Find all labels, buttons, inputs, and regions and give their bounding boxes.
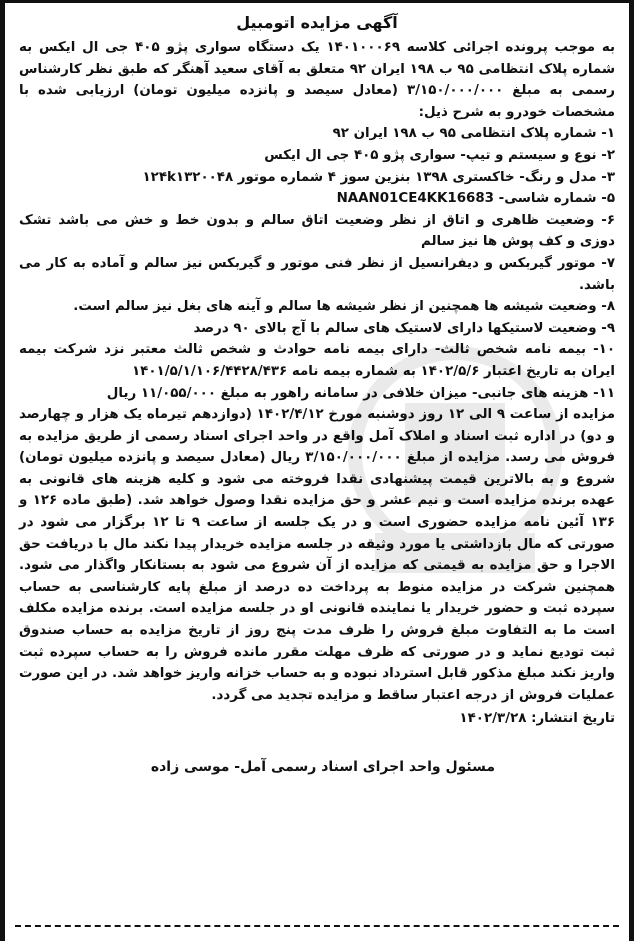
vehicle-specs-list — [19, 123, 615, 404]
spec-item-plate: ۱- شماره پلاک انتظامی ۹۵ ب ۱۹۸ ایران ۹۲ — [332, 126, 615, 142]
spec-item-fines: ۱۱- هزینه های جانبی- میزان خلافی در سامانه راهور به مبلغ ۱۱/۰۵۵/۰۰۰ ریال — [106, 385, 615, 401]
intro-paragraph: به موجب پرونده اجرائی کلاسه ۱۴۰۱۰۰۰۶۹ یک دستگاه سواری پژو ۴۰۵ جی ال ایکس به شماره پلاک انتظامی ۹۵ ب ۱۹۸ ایران ۹۲ متعلق به آقای سعید آهنگر که طبق نظر کارشناس رسمی به مبلغ ۳/۱۵۰/۰۰۰/۰۰۰ (معادل سیصد و پانزده میلیون تومان) ارزیابی شده با مشخصات خودرو به شرح ذیل: — [19, 40, 615, 120]
spec-item-chassis: ۵- شماره شاسی- NAAN01CE4KK16683 — [336, 191, 615, 207]
signature-line: مسئول واحد اجرای اسناد رسمی آمل- موسی زاده — [150, 759, 495, 775]
bottom-dashed-divider — [15, 925, 619, 927]
spec-item-type: ۲- نوع و سیستم و تیپ- سواری پژو ۴۰۵ جی ال ایکس — [264, 147, 615, 163]
auction-terms-paragraph: مزایده از ساعت ۹ الی ۱۲ روز دوشنبه مورخ ۱۴۰۲/۴/۱۲ (دوازدهم تیرماه یک هزار و چهارصد و دو) در اداره ثبت اسناد و املاک آمل واقع در واحد اجرای اسناد رسمی از طریق مزایده به فروش می رسد. مزایده از مبلغ ۳/۱۵۰/۰۰۰/۰۰۰ ریال (معادل سیصد و پانزده میلیون تومان) شروع و به بالاترین قیمت پیشنهادی نقدا فروخته می شود و کلیه هزینه های قانونی به عهده برنده مزایده است و نیم عشر و حق مزایده نقدا وصول خواهد شد. (طبق ماده ۱۲۶ و ۱۳۶ آئین نامه مزایده حضوری است و در یک جلسه از ساعت ۹ تا ۱۲ برگزار می شود در صورتی که مال بازداشتی یا مورد وثیقه در جلسه مزایده خریدار پیدا نکند مال با دریافت حق الاجرا و حق مزایده به قیمتی که مزایده از آن شروع می شود به بستانکار واگذار می شود. همچنین شرکت در مزایده منوط به پرداخت ده درصد از مبلغ پایه کارشناسی به حساب سپرده ثبت و حضور خریدار یا نماینده قانونی او در جلسه مزایده است. برنده مزایده مکلف است ما به التفاوت مبلغ فروش را ظرف مدت پنج روز از تاریخ مزایده به حساب صندوق ثبت تودیع نماید و در صورتی که ظرف مهلت مقرر مانده فروش را به حساب سپرده ثبت واریز نکند مبلغ مذکور قابل استرداد نبوده و به حساب خزانه واریز خواهد شد. در این صورت عملیات فروش از درجه اعتبار ساقط و مزایده تجدید می گردد. — [19, 407, 615, 703]
spec-item-body-condition: ۶- وضعیت ظاهری و اتاق از نظر وضعیت اتاق سالم و بدون خط و خش می باشد تشک دوزی و کف پوش ها نیز سالم — [19, 212, 615, 250]
spec-item-model-color: ۳- مدل و رنگ- خاکستری ۱۳۹۸ بنزین سوز ۴ شماره موتور ۱۲۴k۱۳۲۰۰۴۸ — [142, 169, 615, 185]
spec-item-glass: ۸- وضعیت شیشه ها همچنین از نظر شیشه ها سالم و آینه های بغل نیز سالم است. — [73, 299, 615, 315]
notice-body — [19, 37, 615, 730]
spec-item-engine: ۷- موتور گیربکس و دیفرانسیل از نظر فنی موتور و گیربکس نیز سالم و آماده به کار می باشد. — [19, 255, 615, 293]
notice-title: آگهی مزایده اتومبیل — [236, 13, 398, 32]
publish-date: تاریخ انتشار: ۱۴۰۲/۳/۲۸ — [459, 711, 615, 727]
spec-item-tires: ۹- وضعیت لاستیکها دارای لاستیک های سالم با آج بالای ۹۰ درصد — [193, 320, 615, 336]
spec-item-insurance: ۱۰- بیمه نامه شخص ثالث- دارای بیمه نامه حوادث و شخص ثالث معتبر نزد شرکت بیمه ایران به تاریخ اعتبار ۱۴۰۲/۵/۶ به شماره بیمه نامه ۱۴۰۱/۵/۱/۱۰۶/۴۴۲۸/۴۳۶ — [19, 342, 615, 379]
